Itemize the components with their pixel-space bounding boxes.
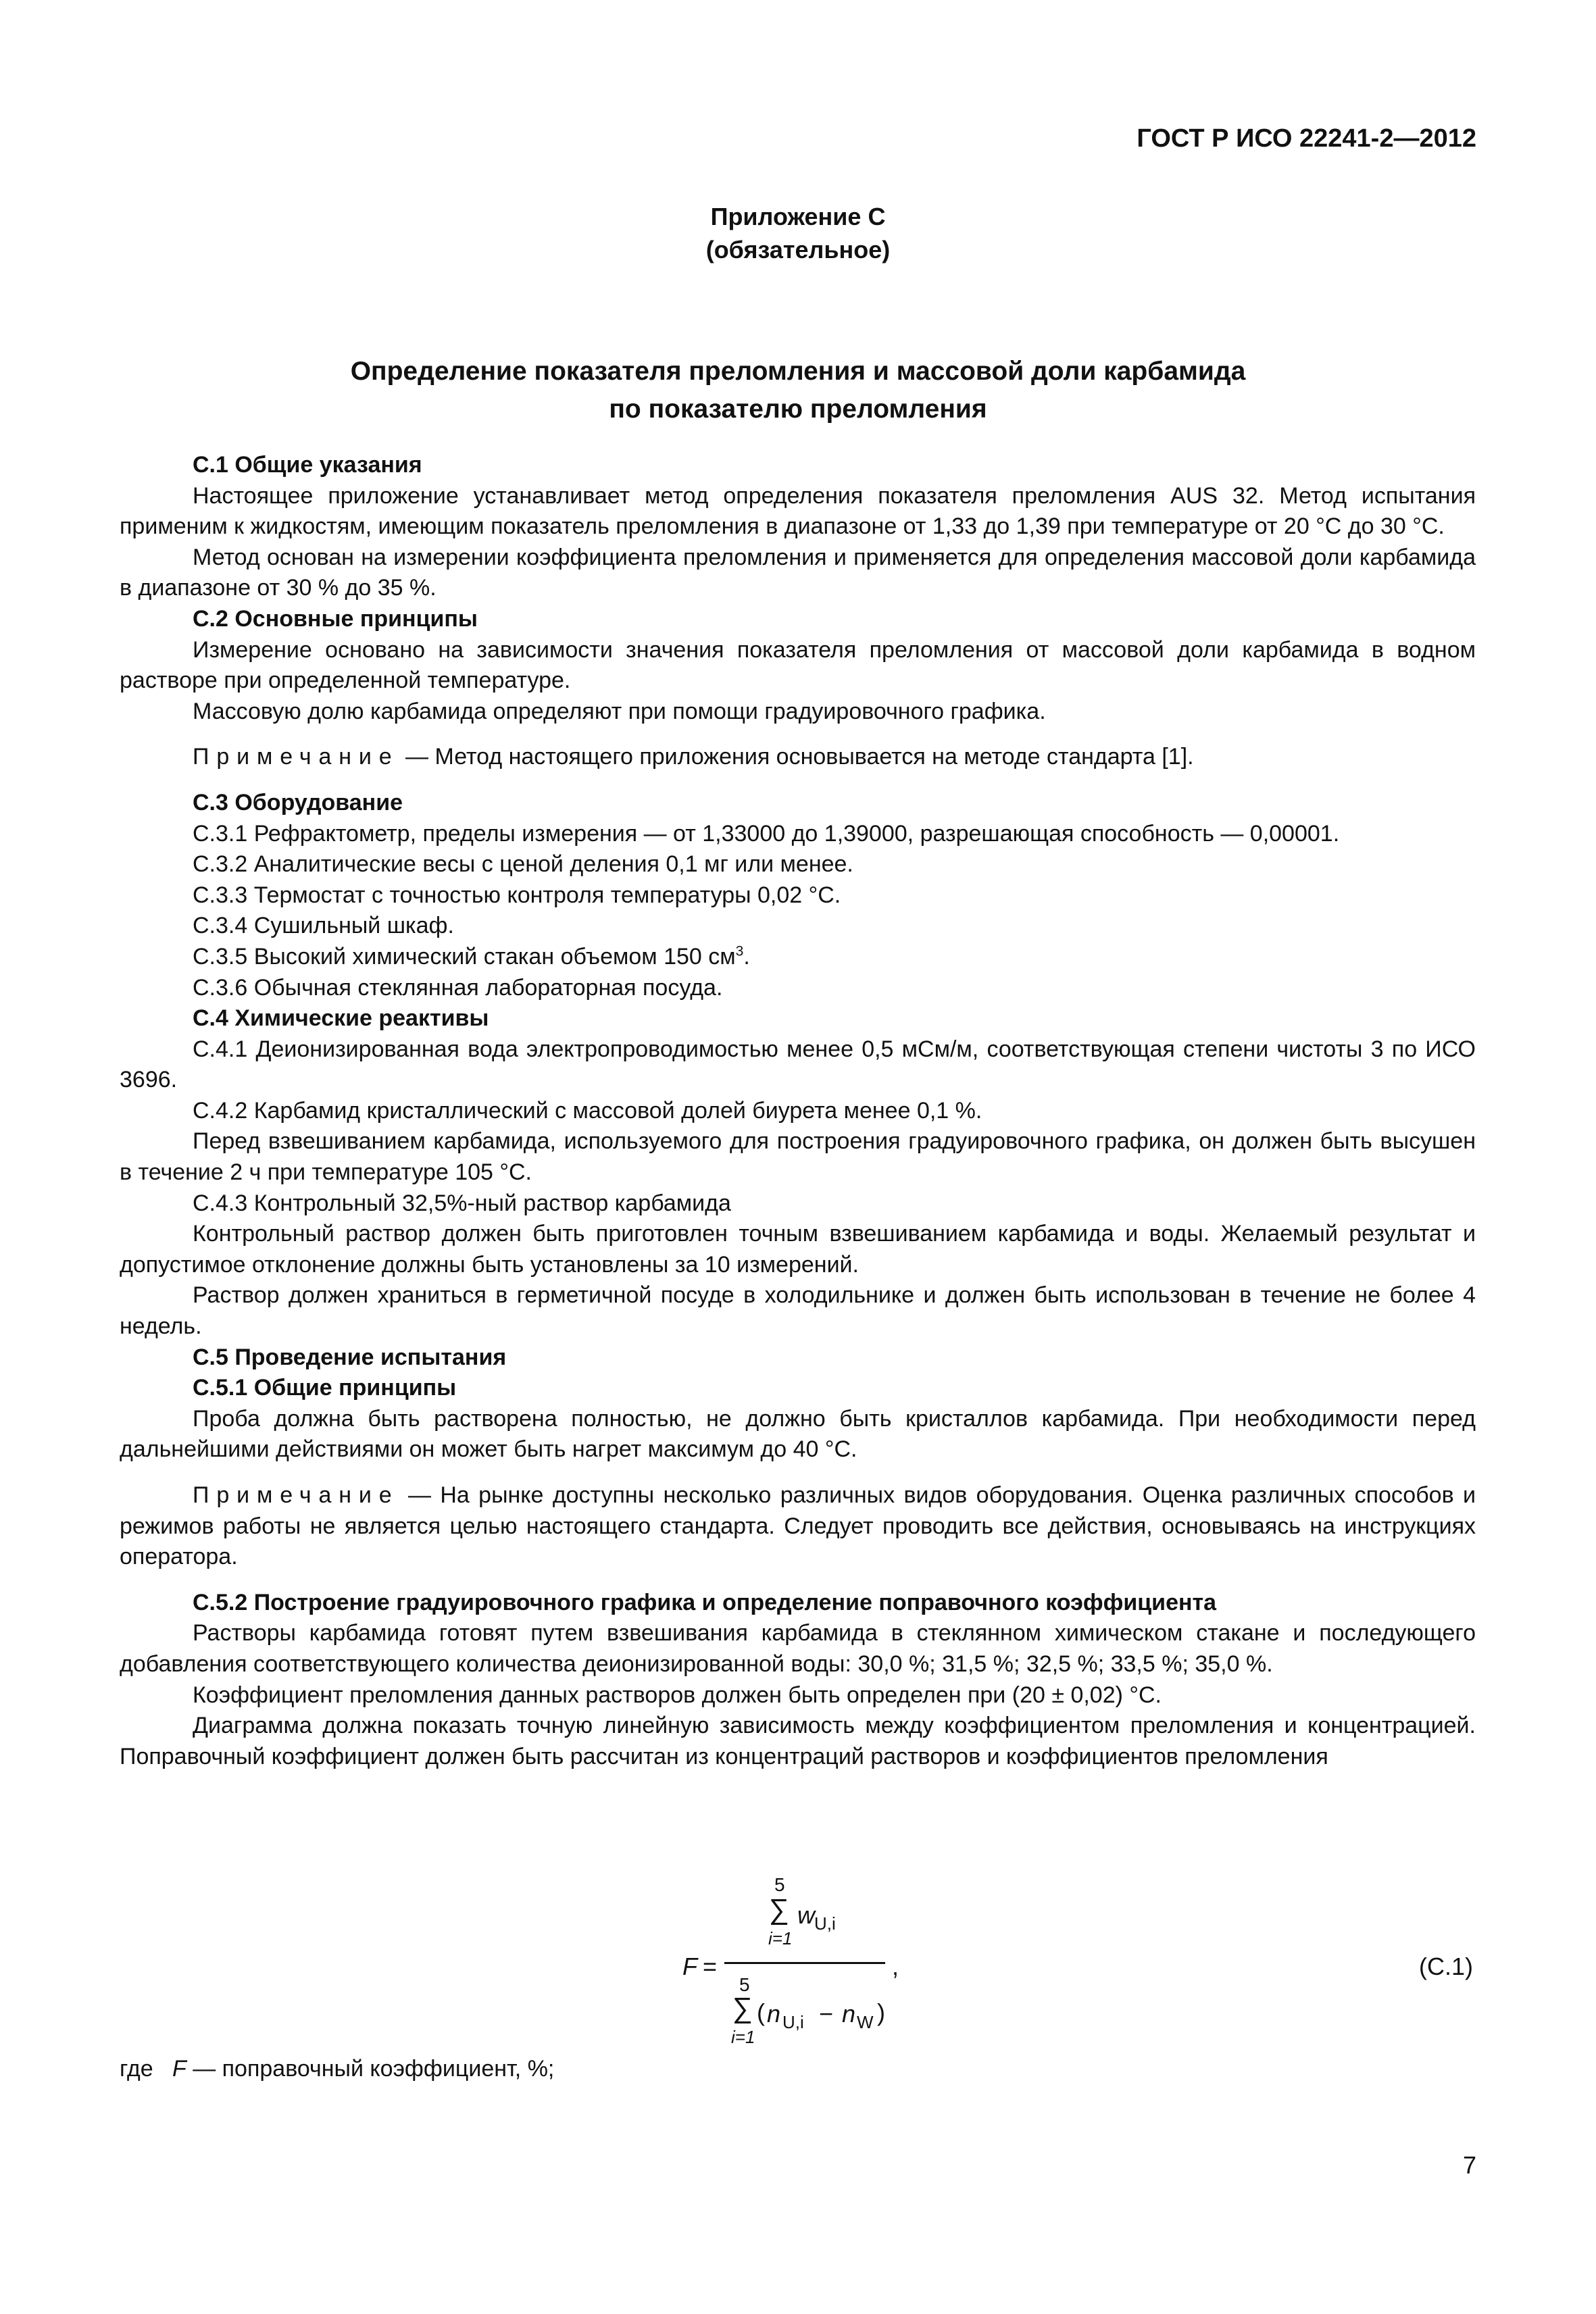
where-symbol: F bbox=[172, 2056, 186, 2082]
document-body bbox=[120, 450, 1476, 1772]
equipment-item bbox=[120, 942, 1476, 973]
document-title bbox=[0, 353, 1596, 428]
numerator-subscript bbox=[814, 1913, 836, 1934]
annex-status: (обязательное) bbox=[705, 236, 891, 263]
formula-equals: = bbox=[703, 1953, 718, 1980]
denominator-minus: − bbox=[819, 2000, 834, 2028]
formula-lhs: F bbox=[682, 1953, 697, 1980]
paragraph: Метод основан на измерении коэффициента преломления и применяется для определения массовой доли карбамида в диапазоне от 30 % до 35 %. bbox=[120, 544, 1476, 601]
numerator-sum-lower: i=1 bbox=[768, 1928, 793, 1948]
subsection-heading: С.5.1 Общие принципы bbox=[193, 1375, 457, 1401]
where-prefix: где bbox=[120, 2056, 153, 2082]
note-label: Примечание bbox=[193, 1482, 399, 1508]
numerator-var: w bbox=[797, 1901, 815, 1929]
paragraph: Контрольный раствор должен быть приготовлен точным взвешиванием карбамида и воды. Желаемый результат и допустимое отклонение должны быть установлены за 10 измерений. bbox=[120, 1221, 1476, 1278]
note-text: — Метод настоящего приложения основывается на методе стандарта [1]. bbox=[399, 744, 1194, 770]
page-number: 7 bbox=[1462, 2151, 1476, 2179]
denominator-sum-sign: ∑ bbox=[732, 1992, 753, 2023]
numerator-sum-upper: 5 bbox=[774, 1874, 785, 1895]
note-label: Примечание bbox=[193, 744, 399, 770]
paragraph: Массовую долю карбамида определяют при помощи градуировочного графика. bbox=[193, 698, 1046, 724]
section-heading: С.5 Проведение испытания bbox=[193, 1344, 507, 1370]
annex-title: Приложение С bbox=[710, 203, 886, 230]
note bbox=[120, 1480, 1476, 1573]
numerator-sum-sign: ∑ bbox=[769, 1893, 789, 1925]
denominator-var-1: n bbox=[767, 2000, 781, 2028]
denominator-subscript-1: U,i bbox=[782, 2012, 804, 2032]
paragraph: Диаграмма должна показать точную линейную зависимость между коэффициентом преломления и концентрацией. Поправочный коэффициент должен быть рассчитан из концентраций растворов и коэффициентов преломления bbox=[120, 1713, 1476, 1769]
numerator-subscript-text: U,i bbox=[814, 1913, 836, 1934]
denominator-close-paren: ) bbox=[877, 1998, 885, 2026]
note bbox=[120, 742, 1476, 773]
formula-c1 bbox=[0, 1873, 1596, 2069]
formula-comma: , bbox=[892, 1953, 899, 1980]
equipment-item: С.3.3 Термостат с точностью контроля температуры 0,02 °С. bbox=[193, 882, 841, 908]
period: . bbox=[743, 943, 750, 970]
paragraph: Настоящее приложение устанавливает метод определения показателя преломления AUS 32. Метод испытания применим к жидкостям, имеющим показатель преломления в диапазоне от 1,33 до 1,39 при температуре от 20 °С до 30 °С. bbox=[120, 482, 1476, 540]
equipment-item: С.3.2 Аналитические весы с ценой деления 0,1 мг или менее. bbox=[193, 851, 853, 878]
where-clause bbox=[120, 2056, 554, 2082]
paragraph: Измерение основано на зависимости значения показателя преломления от массовой доли карбамида в водном растворе при определенной температуре. bbox=[120, 636, 1476, 694]
note-text: — На рынке доступны несколько различных видов оборудования. Оценка различных способов и режимов работы не является целью настоящего стандарта. Следует проводить все действия, основываясь на инструкциях оператора. bbox=[120, 1482, 1476, 1570]
denominator-subscript-2: W bbox=[857, 2012, 874, 2032]
paragraph: С.4.2 Карбамид кристаллический с массовой долей биурета менее 0,1 %. bbox=[193, 1097, 982, 1124]
annex-heading bbox=[0, 200, 1596, 266]
superscript-3: 3 bbox=[735, 943, 744, 959]
title-line-2: по показателю преломления bbox=[609, 395, 987, 424]
paragraph: Перед взвешиванием карбамида, используемого для построения градуировочного графика, он должен быть высушен в течение 2 ч при температуре 105 °С. bbox=[120, 1128, 1476, 1186]
paragraph: С.4.1 Деионизированная вода электропроводимостью менее 0,5 мСм/м, соответствующая степени чистоты 3 по ИСО 3696. bbox=[120, 1036, 1476, 1093]
equipment-item-text: С.3.5 Высокий химический стакан объемом 150 см bbox=[193, 943, 736, 970]
equipment-item: С.3.1 Рефрактометр, пределы измерения — от 1,33000 до 1,39000, разрешающая способность — 0,00001. bbox=[193, 820, 1340, 847]
title-line-1: Определение показателя преломления и массовой доли карбамида bbox=[350, 357, 1246, 386]
equipment-item: С.3.4 Сушильный шкаф. bbox=[193, 913, 454, 939]
section-heading: С.4 Химические реактивы bbox=[193, 1005, 489, 1032]
where-text: — поправочный коэффициент, %; bbox=[186, 2056, 555, 2082]
section-heading: С.1 Общие указания bbox=[193, 452, 422, 478]
equipment-item: С.3.6 Обычная стеклянная лабораторная посуда. bbox=[193, 974, 723, 1001]
paragraph: Коэффициент преломления данных растворов должен быть определен при (20 ± 0,02) °С. bbox=[193, 1682, 1162, 1708]
formula-number: (С.1) bbox=[1419, 1953, 1473, 1980]
fraction-bar bbox=[724, 1962, 885, 1964]
paragraph: С.4.3 Контрольный 32,5%-ный раствор карбамида bbox=[193, 1190, 731, 1216]
denominator-sum-upper: 5 bbox=[739, 1974, 750, 1995]
subsection-heading: С.5.2 Построение градуировочного графика и определение поправочного коэффициента bbox=[193, 1589, 1217, 1615]
denominator-sum-lower: i=1 bbox=[731, 2027, 755, 2047]
paragraph: Раствор должен храниться в герметичной посуде в холодильнике и должен быть использован в течение не более 4 недель. bbox=[120, 1282, 1476, 1340]
denominator-open-paren: ( bbox=[757, 1998, 765, 2026]
section-heading: С.3 Оборудование bbox=[193, 789, 403, 815]
standard-designation: ГОСТ Р ИСО 22241-2—2012 bbox=[1137, 124, 1476, 153]
section-heading: С.2 Основные принципы bbox=[193, 605, 478, 632]
paragraph: Проба должна быть растворена полностью, не должно быть кристаллов карбамида. При необходимости перед дальнейшими действиями он может быть нагрет максимум до 40 °С. bbox=[120, 1405, 1476, 1463]
denominator-var-2: n bbox=[842, 2000, 856, 2028]
paragraph: Растворы карбамида готовят путем взвешивания карбамида в стеклянном химическом стакане и последующего добавления соответствующего количества деионизированной воды: 30,0 %; 31,5 %; 32,5 %; 33,5 %; 35,0 %. bbox=[120, 1620, 1476, 1677]
